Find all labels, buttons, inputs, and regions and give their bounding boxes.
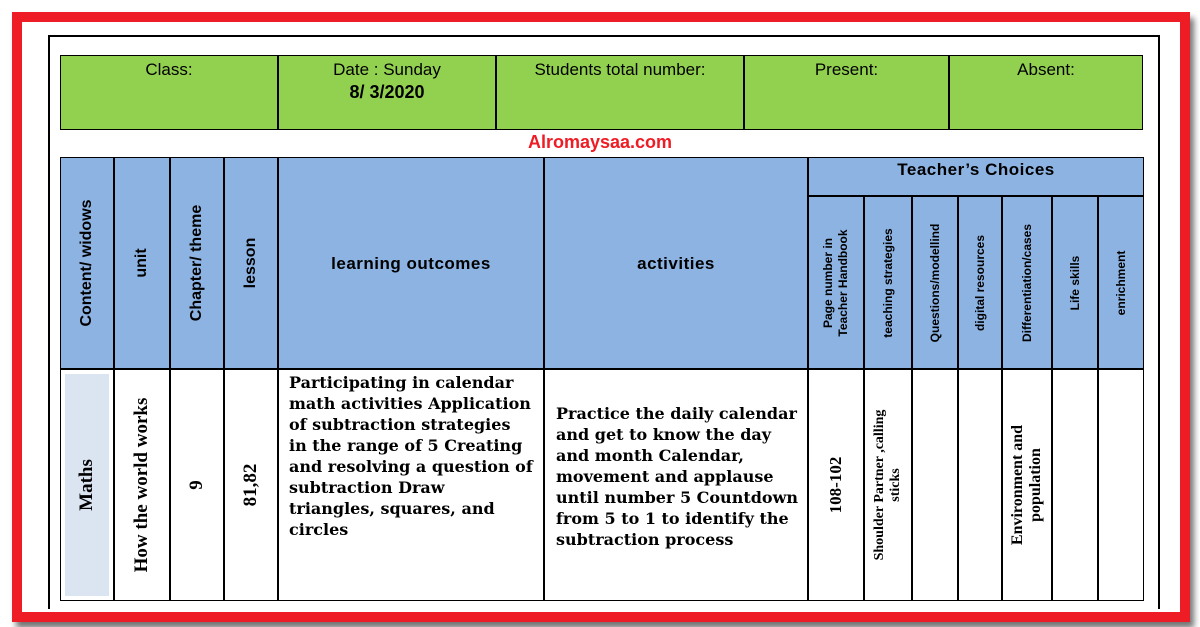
cell-questions	[912, 369, 958, 601]
absent-cell	[949, 55, 1143, 130]
cell-enrichment	[1098, 369, 1144, 601]
date-value: 8/ 3/2020	[349, 82, 425, 102]
cell-lesson	[224, 369, 278, 601]
header-page-number-label	[821, 229, 851, 336]
cell-life-skills	[1052, 369, 1098, 601]
cell-differentiation	[1002, 369, 1052, 601]
cell-content	[60, 369, 114, 601]
present-label: Present:	[814, 60, 879, 79]
header-enrichment	[1098, 196, 1144, 369]
class-label: Class:	[145, 60, 193, 79]
header-content	[60, 157, 114, 369]
cell-teaching-strategies-line1: Shoulder Partner ,calling	[872, 409, 887, 561]
cell-unit	[114, 369, 170, 601]
date-cell	[278, 55, 496, 130]
cell-lesson-value: 81,82	[240, 463, 261, 507]
header-lesson-label: lesson	[242, 237, 259, 289]
cell-teaching-strategies-value	[872, 410, 904, 561]
watermark-text: Alromaysaa.com	[527, 132, 673, 152]
header-teaching-strategies	[864, 196, 912, 369]
header-page-number-line2: Teacher Handbook	[836, 228, 850, 337]
header-teaching-strategies-label: teaching strategies	[881, 227, 895, 338]
present-cell	[744, 55, 949, 130]
date-label: Date : Sunday	[333, 60, 441, 79]
header-learning-outcomes-label: learning outcomes	[331, 254, 491, 273]
cell-activities	[544, 369, 808, 601]
header-learning-outcomes	[278, 157, 544, 369]
header-teachers-choices	[808, 157, 1144, 196]
cell-differentiation-value	[1009, 425, 1045, 545]
cell-digital	[958, 369, 1002, 601]
header-teachers-choices-label: Teacher’s Choices	[897, 160, 1055, 179]
cell-teaching-strategies	[864, 369, 912, 601]
cell-differentiation-line2: population	[1027, 448, 1044, 522]
cell-unit-value: How the world works	[131, 397, 152, 573]
header-life-skills	[1052, 196, 1098, 369]
header-differentiation-label: Differentiation/cases	[1020, 223, 1034, 342]
header-lesson	[224, 157, 278, 369]
header-activities	[544, 157, 808, 369]
students-cell	[496, 55, 744, 130]
cell-chapter	[170, 369, 224, 601]
cell-activities-value: Practice the daily calendar and get to know the day and month Calendar, movement and applause until number 5 Countdown from 5 to 1 to identify the subtraction process	[556, 404, 798, 549]
students-label: Students total number:	[534, 60, 706, 79]
cell-page-number-value: 108-102	[826, 456, 845, 514]
cell-learning-outcomes-value: Participating in calendar math activities Application of subtraction strategies in the range of 5 Creating and resolving a question of subtraction Draw triangles, squares, and circles	[289, 373, 533, 539]
header-life-skills-label: Life skills	[1068, 255, 1082, 310]
cell-learning-outcomes	[278, 369, 544, 601]
cell-differentiation-line1: Environment and	[1009, 424, 1026, 546]
header-enrichment-label: enrichment	[1114, 250, 1128, 315]
header-digital	[958, 196, 1002, 369]
cell-teaching-strategies-line2: sticks	[888, 468, 903, 502]
header-chapter	[170, 157, 224, 369]
header-activities-label: activities	[637, 254, 715, 273]
absent-label: Absent:	[1017, 60, 1075, 79]
header-unit-label: unit	[133, 248, 150, 278]
header-digital-label: digital resources	[973, 234, 987, 331]
header-differentiation	[1002, 196, 1052, 369]
header-questions-label: Questions/modellind	[928, 223, 942, 342]
header-unit	[114, 157, 170, 369]
header-chapter-label: Chapter/ theme	[188, 204, 205, 322]
header-questions	[912, 196, 958, 369]
header-content-label: Content/ widows	[78, 199, 95, 327]
cell-content-value: Maths	[76, 459, 97, 511]
cell-chapter-value: 9	[186, 480, 207, 490]
header-page-number	[808, 196, 864, 369]
class-cell	[60, 55, 278, 130]
cell-page-number	[808, 369, 864, 601]
header-page-number-line1: Page number in	[821, 237, 835, 328]
